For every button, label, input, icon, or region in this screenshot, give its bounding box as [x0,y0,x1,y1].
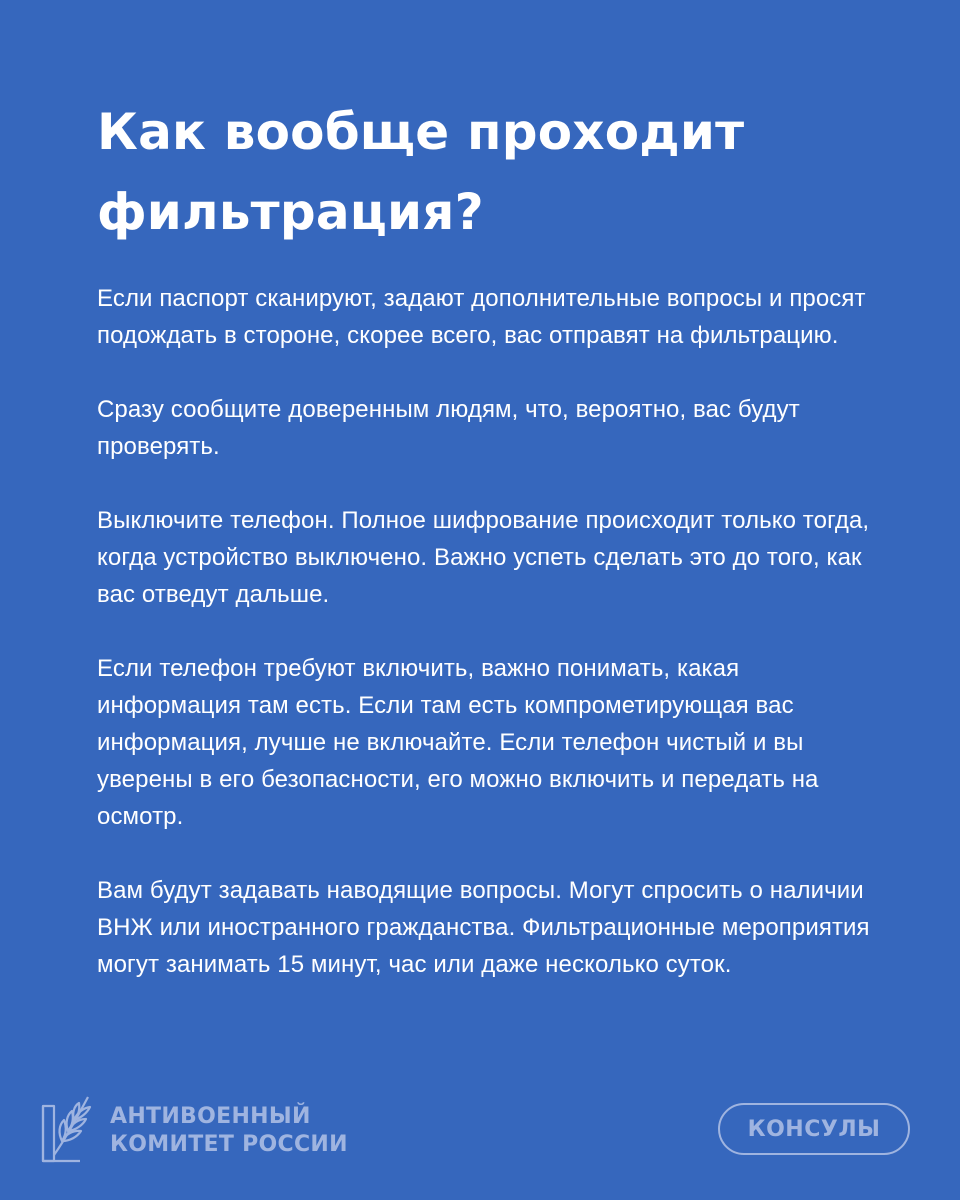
logo-text [110,1103,348,1159]
article-body [97,280,887,1020]
logo-line-1: АНТИВОЕННЫЙ [110,1104,311,1129]
paragraph-5: Вам будут задавать наводящие вопросы. Могут спросить о наличии ВНЖ или иностранного гражданства. Фильтрационные мероприятия могут занимать 15 минут, час или даже несколько суток. [97,877,870,978]
paragraph-2: Сразу сообщите доверенным людям, что, вероятно, вас будут проверять. [97,396,800,460]
organization-logo [40,1093,380,1173]
paragraph-3: Выключите телефон. Полное шифрование происходит только тогда, когда устройство выключено. Важно успеть сделать это до того, как вас отведут дальше. [97,507,870,608]
consuls-button[interactable]: КОНСУЛЫ [718,1103,910,1155]
logo-line-2: КОМИТЕТ РОССИИ [110,1132,348,1157]
paragraph-4: Если телефон требуют включить, важно понимать, какая информация там есть. Если там есть компрометирующая вас информация, лучше не включайте. Если телефон чистый и вы уверены в его безопасности, его можно включить и передать на осмотр. [97,655,819,830]
page-title: Как вообще проходит фильтрация? [97,103,745,241]
paragraph-1: Если паспорт сканируют, задают дополнительные вопросы и просят подождать в стороне, скорее всего, вас отправят на фильтрацию. [97,285,866,349]
wheat-branch-icon [40,1093,98,1165]
